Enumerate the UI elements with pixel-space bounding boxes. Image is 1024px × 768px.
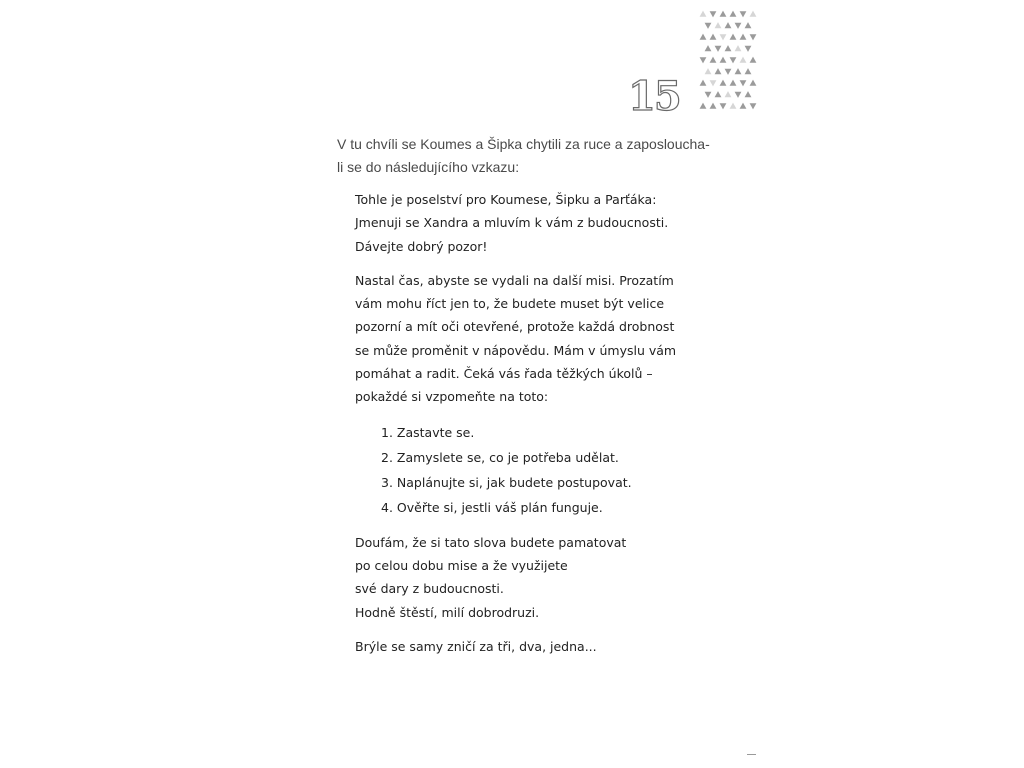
pattern-triangle bbox=[750, 80, 757, 86]
chapter-number: 15 bbox=[628, 73, 680, 120]
message-line: po celou dobu mise a že využijete bbox=[355, 557, 568, 573]
pattern-triangle bbox=[715, 22, 722, 28]
step-item: 1. Zastavte se. bbox=[381, 424, 475, 440]
pattern-triangle bbox=[705, 23, 712, 29]
pattern-triangle bbox=[730, 103, 737, 109]
pattern-triangle bbox=[750, 11, 757, 17]
message-line: Tohle je poselství pro Koumese, Šipku a Parťáka: bbox=[355, 192, 657, 207]
message-line: pomáhat a radit. Čeká vás řada těžkých úkolů – bbox=[355, 366, 653, 382]
intro-line: V tu chvíli se Koumes a Šipka chytili za ruce a zaposloucha- bbox=[337, 136, 710, 152]
pattern-triangle bbox=[735, 68, 742, 74]
pattern-triangle bbox=[710, 80, 717, 86]
pattern-triangle bbox=[740, 34, 747, 40]
pattern-triangle bbox=[740, 80, 747, 86]
intro-paragraph bbox=[337, 133, 710, 179]
pattern-triangle bbox=[720, 103, 727, 109]
pattern-triangle bbox=[700, 34, 707, 40]
pattern-triangle bbox=[730, 57, 737, 63]
pattern-triangle bbox=[700, 80, 707, 86]
message-body bbox=[355, 269, 685, 409]
message-line: vám mohu říct jen to, že budete muset být velice bbox=[355, 296, 665, 312]
pattern-triangle bbox=[750, 34, 757, 40]
pattern-triangle bbox=[720, 11, 727, 17]
pattern-triangle bbox=[740, 103, 747, 109]
pattern-triangle bbox=[720, 34, 727, 40]
message-block bbox=[355, 188, 685, 669]
pattern-triangle bbox=[715, 46, 722, 52]
triangle-pattern-decoration bbox=[698, 8, 758, 114]
pattern-triangle bbox=[710, 57, 717, 63]
step-item: 2. Zamyslete se, co je potřeba udělat. bbox=[381, 449, 619, 465]
pattern-triangle bbox=[700, 11, 707, 17]
step-item: 4. Ověřte si, jestli váš plán funguje. bbox=[381, 499, 603, 515]
pattern-triangle bbox=[700, 57, 707, 63]
message-line: Dávejte dobrý pozor! bbox=[355, 238, 488, 254]
pattern-triangle bbox=[725, 45, 732, 51]
pattern-triangle bbox=[715, 68, 722, 74]
pattern-triangle bbox=[725, 69, 732, 75]
intro-line: li se do následujícího vzkazu: bbox=[337, 159, 520, 175]
pattern-triangle bbox=[750, 57, 757, 63]
message-greeting bbox=[355, 188, 685, 258]
pattern-triangle bbox=[745, 46, 752, 52]
pattern-triangle bbox=[725, 22, 732, 28]
pattern-triangle bbox=[725, 91, 732, 97]
page-folio-mark bbox=[747, 754, 756, 755]
pattern-triangle bbox=[740, 57, 747, 63]
pattern-triangle bbox=[740, 11, 747, 17]
message-line: své dary z budoucnosti. bbox=[355, 581, 504, 597]
pattern-triangle bbox=[705, 45, 712, 51]
pattern-triangle bbox=[750, 103, 757, 109]
pattern-triangle bbox=[745, 22, 752, 28]
pattern-triangle bbox=[710, 11, 717, 17]
message-final-line: Brýle se samy zničí za tři, dva, jedna... bbox=[355, 638, 597, 654]
step-item: 3. Naplánujte si, jak budete postupovat. bbox=[381, 474, 632, 490]
steps-list bbox=[355, 420, 685, 520]
pattern-triangle bbox=[705, 68, 712, 74]
message-line: Doufám, že si tato slova budete pamatovat bbox=[355, 534, 627, 550]
message-line: se může proměnit v nápovědu. Mám v úmyslu vám bbox=[355, 342, 677, 358]
pattern-triangle bbox=[710, 34, 717, 40]
message-line: Hodně štěstí, milí dobrodruzi. bbox=[355, 604, 540, 620]
message-line: pokaždé si vzpomeňte na toto: bbox=[355, 389, 549, 405]
pattern-triangle bbox=[715, 91, 722, 97]
pattern-triangle bbox=[745, 91, 752, 97]
pattern-triangle bbox=[700, 103, 707, 109]
message-closing bbox=[355, 531, 685, 624]
pattern-triangle bbox=[745, 68, 752, 74]
pattern-triangle bbox=[730, 80, 737, 86]
pattern-triangle bbox=[735, 45, 742, 51]
pattern-triangle bbox=[710, 103, 717, 109]
pattern-triangle bbox=[720, 57, 727, 63]
message-line: Jmenuji se Xandra a mluvím k vám z budoucnosti. bbox=[355, 215, 669, 231]
message-line: Nastal čas, abyste se vydali na další misi. Prozatím bbox=[355, 272, 674, 288]
pattern-triangle bbox=[730, 34, 737, 40]
message-line: pozorní a mít oči otevřené, protože každá drobnost bbox=[355, 319, 675, 335]
pattern-triangle bbox=[735, 23, 742, 29]
pattern-triangle bbox=[730, 11, 737, 17]
pattern-triangle bbox=[720, 80, 727, 86]
pattern-triangle bbox=[735, 92, 742, 98]
pattern-triangle bbox=[705, 92, 712, 98]
